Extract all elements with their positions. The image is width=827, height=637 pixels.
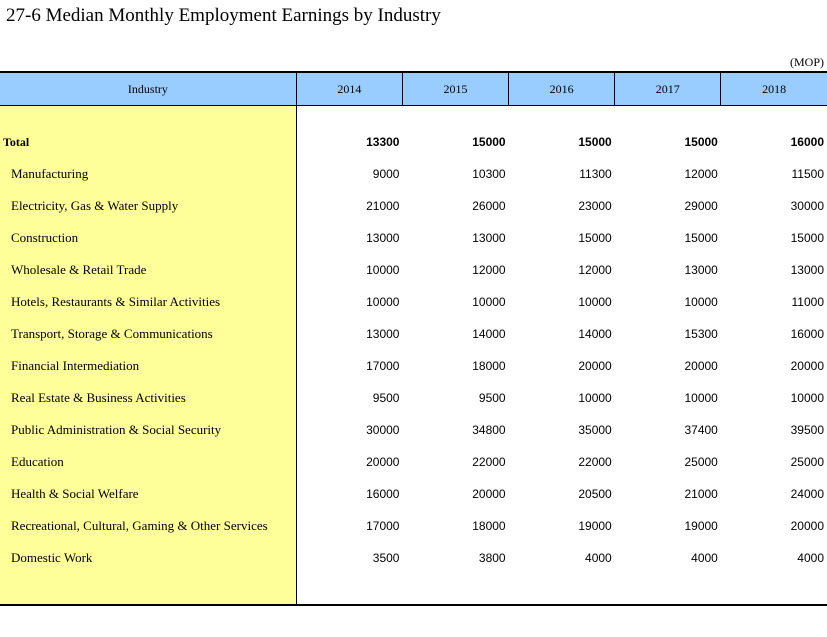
earnings-cell: 21000 bbox=[366, 199, 400, 213]
earnings-cell: 13000 bbox=[472, 231, 506, 245]
earnings-cell: 9500 bbox=[478, 391, 506, 405]
earnings-cell: 29000 bbox=[684, 199, 718, 213]
earnings-cell: 24000 bbox=[790, 487, 824, 501]
page-title: 27-6 Median Monthly Employment Earnings by Industry bbox=[6, 5, 441, 26]
earnings-cell: 18000 bbox=[472, 519, 506, 533]
total-cell: 13300 bbox=[366, 135, 400, 149]
earnings-cell: 10000 bbox=[790, 391, 824, 405]
column-header-industry: Industry bbox=[0, 72, 296, 106]
earnings-cell: 30000 bbox=[366, 423, 400, 437]
earnings-cell: 22000 bbox=[578, 455, 612, 469]
column-header-year: 2017 bbox=[615, 72, 721, 106]
industry-label: Construction bbox=[0, 222, 296, 254]
earnings-cell: 9500 bbox=[372, 391, 400, 405]
industry-label: Health & Social Welfare bbox=[0, 478, 296, 510]
earnings-cell: 34800 bbox=[472, 423, 506, 437]
earnings-cell: 10000 bbox=[366, 263, 400, 277]
column-header-year: 2014 bbox=[296, 72, 402, 106]
earnings-cell: 23000 bbox=[578, 199, 612, 213]
earnings-cell: 25000 bbox=[790, 455, 824, 469]
earnings-cell: 10000 bbox=[578, 295, 612, 309]
table-row bbox=[0, 446, 827, 478]
earnings-cell: 10000 bbox=[366, 295, 400, 309]
earnings-cell: 22000 bbox=[472, 455, 506, 469]
earnings-cell: 37400 bbox=[684, 423, 718, 437]
industry-label: Hotels, Restaurants & Similar Activities bbox=[0, 286, 296, 318]
table-row bbox=[0, 542, 827, 574]
earnings-cell: 10300 bbox=[472, 167, 506, 181]
industry-label: Manufacturing bbox=[0, 158, 296, 190]
industry-label: Transport, Storage & Communications bbox=[0, 318, 296, 350]
earnings-cell: 20000 bbox=[578, 359, 612, 373]
table-row bbox=[0, 286, 827, 318]
industry-label: Education bbox=[0, 446, 296, 478]
earnings-cell: 3500 bbox=[372, 551, 400, 565]
earnings-cell: 15000 bbox=[790, 231, 824, 245]
unit-label: (MOP) bbox=[789, 55, 824, 69]
earnings-cell: 9000 bbox=[372, 167, 400, 181]
earnings-cell: 11300 bbox=[579, 167, 612, 181]
earnings-cell: 10000 bbox=[578, 391, 612, 405]
column-header-year: 2015 bbox=[402, 72, 508, 106]
earnings-table bbox=[0, 71, 827, 606]
industry-label: Recreational, Cultural, Gaming & Other Services bbox=[0, 510, 296, 542]
earnings-cell: 21000 bbox=[684, 487, 718, 501]
earnings-cell: 19000 bbox=[578, 519, 612, 533]
earnings-cell: 16000 bbox=[790, 327, 824, 341]
earnings-cell: 15000 bbox=[684, 231, 718, 245]
total-cell: 16000 bbox=[790, 135, 824, 149]
earnings-cell: 13000 bbox=[366, 231, 400, 245]
table-row bbox=[0, 382, 827, 414]
earnings-cell: 19000 bbox=[684, 519, 718, 533]
earnings-cell: 18000 bbox=[472, 359, 506, 373]
earnings-cell: 20000 bbox=[790, 519, 824, 533]
industry-label: Domestic Work bbox=[0, 542, 296, 574]
earnings-cell: 13000 bbox=[790, 263, 824, 277]
earnings-cell: 12000 bbox=[578, 263, 612, 277]
earnings-cell: 13000 bbox=[684, 263, 718, 277]
table-row bbox=[0, 350, 827, 382]
column-header-year: 2018 bbox=[721, 72, 827, 106]
table-row bbox=[0, 510, 827, 542]
table-row bbox=[0, 158, 827, 190]
total-cell: 15000 bbox=[578, 135, 612, 149]
earnings-cell: 12000 bbox=[472, 263, 506, 277]
industry-label: Public Administration & Social Security bbox=[0, 414, 296, 446]
column-header-year: 2016 bbox=[509, 72, 615, 106]
earnings-cell: 17000 bbox=[366, 359, 400, 373]
earnings-cell: 13000 bbox=[366, 327, 400, 341]
earnings-cell: 20000 bbox=[790, 359, 824, 373]
spacer-row bbox=[0, 106, 827, 127]
total-cell: 15000 bbox=[684, 135, 718, 149]
industry-label: Wholesale & Retail Trade bbox=[0, 254, 296, 286]
table-row bbox=[0, 414, 827, 446]
earnings-cell: 30000 bbox=[790, 199, 824, 213]
table-row bbox=[0, 254, 827, 286]
earnings-cell: 17000 bbox=[366, 519, 400, 533]
earnings-cell: 15300 bbox=[684, 327, 718, 341]
earnings-cell: 26000 bbox=[472, 199, 506, 213]
earnings-cell: 20000 bbox=[366, 455, 400, 469]
earnings-cell: 14000 bbox=[578, 327, 612, 341]
table-row bbox=[0, 318, 827, 350]
earnings-cell: 11000 bbox=[791, 295, 824, 309]
earnings-cell: 20000 bbox=[472, 487, 506, 501]
earnings-cell: 15000 bbox=[578, 231, 612, 245]
earnings-cell: 12000 bbox=[684, 167, 718, 181]
earnings-cell: 4000 bbox=[585, 551, 612, 565]
earnings-cell: 39500 bbox=[790, 423, 824, 437]
total-cell: 15000 bbox=[472, 135, 506, 149]
industry-label: Financial Intermediation bbox=[0, 350, 296, 382]
earnings-cell: 11500 bbox=[791, 167, 824, 181]
total-row bbox=[0, 126, 827, 158]
industry-label: Real Estate & Business Activities bbox=[0, 382, 296, 414]
earnings-cell: 35000 bbox=[578, 423, 612, 437]
earnings-cell: 10000 bbox=[684, 391, 718, 405]
table-row bbox=[0, 478, 827, 510]
earnings-cell: 14000 bbox=[472, 327, 506, 341]
industry-label: Electricity, Gas & Water Supply bbox=[0, 190, 296, 222]
total-label: Total bbox=[0, 126, 296, 158]
table-row bbox=[0, 222, 827, 254]
earnings-cell: 3800 bbox=[478, 551, 506, 565]
earnings-cell: 16000 bbox=[366, 487, 400, 501]
table-header-row bbox=[0, 72, 827, 106]
earnings-cell: 25000 bbox=[684, 455, 718, 469]
earnings-cell: 20500 bbox=[578, 487, 612, 501]
earnings-cell: 4000 bbox=[797, 551, 824, 565]
earnings-cell: 20000 bbox=[684, 359, 718, 373]
earnings-cell: 10000 bbox=[684, 295, 718, 309]
spacer-row bbox=[0, 574, 827, 605]
table-row bbox=[0, 190, 827, 222]
earnings-cell: 10000 bbox=[472, 295, 506, 309]
earnings-cell: 4000 bbox=[691, 551, 718, 565]
